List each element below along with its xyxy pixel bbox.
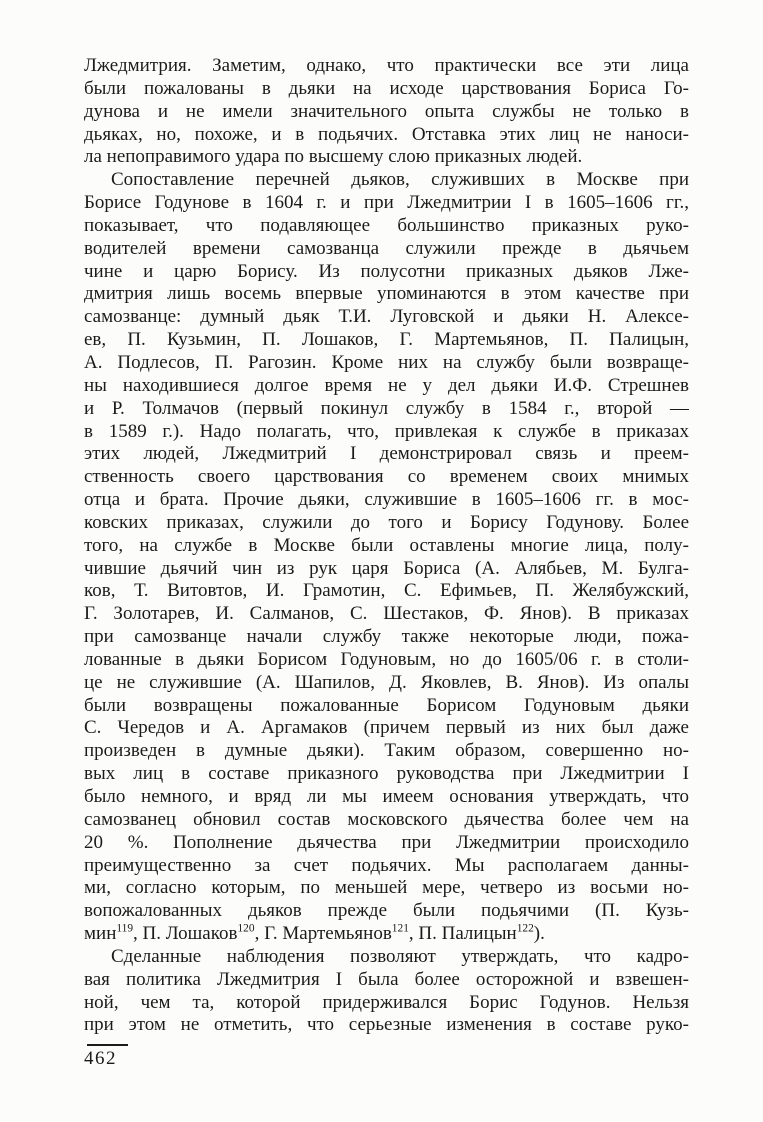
text-line [84, 215, 689, 238]
text-run: были пожалованы в дьяки на исходе царствования Бориса Го- [84, 77, 689, 99]
text-line [84, 55, 689, 78]
text-line [84, 649, 689, 672]
text-line [84, 786, 689, 809]
text-line [84, 101, 689, 124]
text-line [84, 855, 689, 878]
text-line [84, 261, 689, 284]
text-line [84, 352, 689, 375]
text-run: , П. Палицын [408, 923, 517, 945]
text-run: самозванец обновил состав московского дьячества более чем на [84, 808, 689, 830]
text-run: мин [84, 923, 117, 945]
text-line [84, 603, 689, 626]
text-run: дунова и не имели значительного опыта службы не только в [84, 100, 689, 122]
text-run: произведен в думные дьяки). Таким образом, совершенно но- [84, 740, 689, 762]
text-run: при этом не отметить, что серьезные изменения в составе руко- [84, 1014, 689, 1036]
text-run: ков, Т. Витовтов, И. Грамотин, С. Ефимьев, П. Желябужский, [84, 580, 689, 602]
text-line [84, 992, 689, 1015]
text-run: вых лиц в составе приказного руководства при Лжедмитрии I [84, 763, 689, 785]
text-run: ев, П. Кузьмин, П. Лошаков, Г. Мартемьянов, П. Палицын, [84, 329, 689, 351]
text-run: этих людей, Лжедмитрий I демонстрировал связь и преем- [84, 443, 689, 465]
text-run: , П. Лошаков [133, 923, 238, 945]
footnote-ref: 119 [116, 923, 134, 935]
text-run: Лжедмитрия. Заметим, однако, что практически все эти лица [84, 55, 689, 76]
text-run: ны находившиеся долгое время не у дел дьяки И.Ф. Стрешнев [84, 374, 689, 396]
text-line [84, 580, 689, 603]
text-run: при самозванце начали службу также некоторые люди, пожа- [84, 626, 689, 648]
text-run: вая политика Лжедмитрия I была более осторожной и взвешен- [84, 968, 689, 990]
text-line [84, 78, 689, 101]
text-line [84, 192, 689, 215]
text-line [84, 466, 689, 489]
text-line [84, 421, 689, 444]
text-line [84, 489, 689, 512]
page-text [84, 55, 689, 1037]
text-run: ной, чем та, которой придерживался Борис Годунов. Нельзя [84, 991, 689, 1013]
text-run: было немного, и вряд ли мы имеем основания утверждать, что [84, 786, 689, 807]
text-run: Сделанные наблюдения позволяют утверждать, что кадро- [111, 945, 689, 967]
text-line [84, 946, 689, 969]
text-line [84, 398, 689, 421]
text-line [84, 375, 689, 398]
text-line [84, 832, 689, 855]
text-line [84, 146, 689, 169]
text-run: ственность своего царствования со временем своих мнимых [84, 466, 689, 488]
page-number-rule [87, 1044, 128, 1046]
text-line [84, 283, 689, 306]
text-run: лованные в дьяки Борисом Годуновым, но до 1605/06 г. в столи- [84, 648, 689, 670]
text-line [84, 923, 689, 946]
text-run: чившие дьячий чин из рук царя Бориса (А. Алябьев, М. Булга- [84, 557, 689, 579]
text-line [84, 169, 689, 192]
text-run: , Г. Мартемьянов [254, 923, 392, 945]
text-run: ла непоправимого удара по высшему слою приказных людей. [84, 146, 583, 168]
footnote-ref: 122 [516, 923, 534, 935]
text-run: Сопоставление перечней дьяков, служивших в Москве при [111, 169, 689, 191]
footnote-ref: 121 [391, 923, 409, 935]
text-run: С. Чередов и А. Аргамаков (причем первый из них был даже [84, 717, 689, 739]
text-run: 20 %. Пополнение дьячества при Лжедмитрии происходило [84, 831, 689, 853]
text-line [84, 900, 689, 923]
text-run: Г. Золотарев, И. Салманов, С. Шестаков, Ф. Янов). В приказах [84, 603, 689, 625]
text-run: водителей времени самозванца служили прежде в дьячьем [84, 237, 689, 259]
text-line [84, 695, 689, 718]
text-line [84, 443, 689, 466]
text-run: того, на службе в Москве были оставлены многие лица, полу- [84, 534, 689, 556]
text-run: и Р. Толмачов (первый покинул службу в 1584 г., второй — [84, 397, 689, 419]
text-line [84, 124, 689, 147]
text-run: отца и брата. Прочие дьяки, служившие в 1605–1606 гг. в мос- [84, 489, 689, 511]
text-run: были возвращены пожалованные Борисом Годуновым дьяки [84, 694, 689, 716]
text-line [84, 717, 689, 740]
text-run: вопожалованных дьяков прежде были подьячими (П. Кузь- [84, 900, 689, 922]
text-run: дмитрия лишь восемь впервые упоминаются в этом качестве при [84, 283, 689, 305]
text-run: самозванце: думный дьяк Т.И. Луговской и дьяки Н. Алексе- [84, 306, 689, 328]
text-line [84, 969, 689, 992]
text-run: це не служившие (А. Шапилов, Д. Яковлев, В. Янов). Из опалы [84, 671, 689, 693]
text-line [84, 1014, 689, 1037]
text-run: дьяках, но, похоже, и в подьячих. Отставка этих лиц не наноси- [84, 123, 689, 145]
text-line [84, 329, 689, 352]
text-line [84, 238, 689, 261]
text-line [84, 626, 689, 649]
text-run: ми, согласно которым, по меньшей мере, четверо из восьми но- [84, 877, 689, 899]
text-line [84, 512, 689, 535]
text-line [84, 558, 689, 581]
text-line [84, 809, 689, 832]
text-line [84, 740, 689, 763]
text-run: Борисе Годунове в 1604 г. и при Лжедмитрии I в 1605–1606 гг., [84, 192, 689, 214]
text-run: в 1589 г.). Надо полагать, что, привлекая к службе в приказах [84, 420, 689, 442]
text-run: ). [533, 923, 545, 945]
text-run: чине и царю Борису. Из полусотни приказных дьяков Лже- [84, 260, 689, 282]
footnote-ref: 120 [237, 923, 255, 935]
page-number: 462 [84, 1048, 117, 1069]
text-run: ковских приказах, служили до того и Борису Годунову. Более [84, 511, 689, 533]
text-line [84, 306, 689, 329]
text-line [84, 763, 689, 786]
text-run: показывает, что подавляющее большинство приказных руко- [84, 214, 689, 236]
text-run: А. Подлесов, П. Рагозин. Кроме них на службу были возвраще- [84, 351, 689, 373]
text-line [84, 672, 689, 695]
text-line [84, 877, 689, 900]
text-run: преимущественно за счет подьячих. Мы располагаем данны- [84, 854, 689, 876]
text-line [84, 535, 689, 558]
